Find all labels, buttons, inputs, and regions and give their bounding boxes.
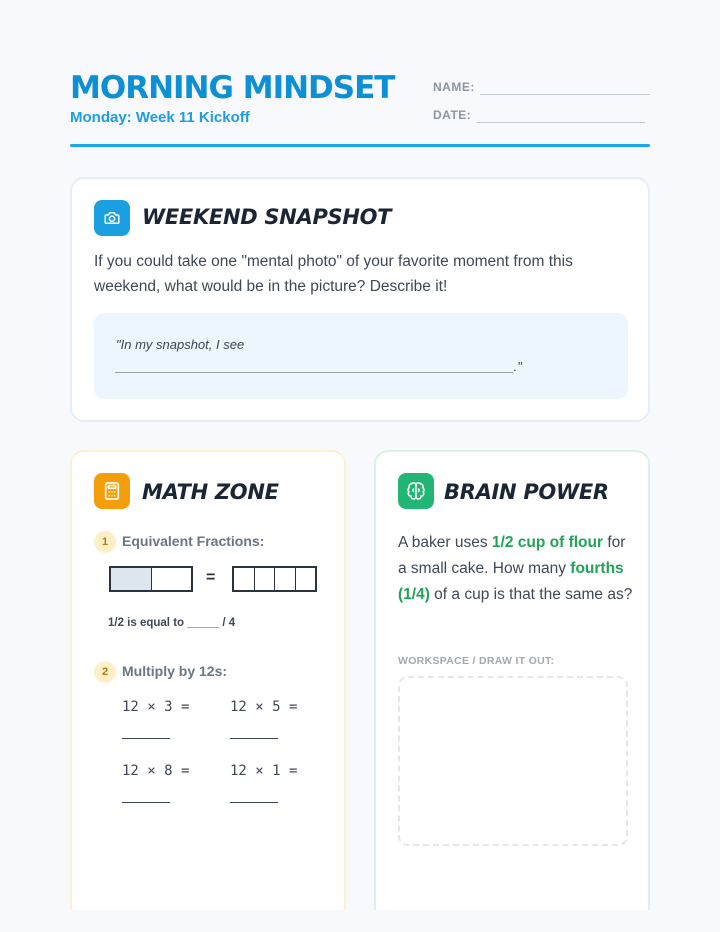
fraction-question: 1/2 is equal to _____ / 4 <box>108 617 236 629</box>
snapshot-response-box[interactable] <box>94 313 628 399</box>
fraction-cell[interactable] <box>275 568 296 590</box>
page-subtitle: Monday: Week 11 Kickoff <box>70 109 250 126</box>
brain-text-part: for a small cake. How many <box>398 534 626 577</box>
fraction-cell[interactable] <box>234 568 255 590</box>
fraction-halves <box>109 566 193 592</box>
snapshot-prompt: If you could take one "mental photo" of your favorite moment from this weekend, what would be in the picture? Describe it! <box>94 253 573 295</box>
camera-icon <box>94 200 130 236</box>
multiply-problem: 12 × 3 = <box>122 699 190 715</box>
question-1-badge: 1 <box>94 531 116 553</box>
header-divider <box>70 144 650 147</box>
fraction-cell[interactable] <box>255 568 276 590</box>
weekend-snapshot-card <box>70 177 650 422</box>
calculator-icon <box>94 473 130 509</box>
workspace-area[interactable] <box>398 676 628 846</box>
brain-text-part: of a cup is that the same as? <box>429 586 633 603</box>
snapshot-response-blank: _______________________________________________________." <box>116 359 522 374</box>
fraction-cell[interactable] <box>152 568 192 590</box>
date-label: DATE: <box>433 108 472 122</box>
name-label: NAME: <box>433 80 475 94</box>
snapshot-title: WEEKEND SNAPSHOT <box>142 205 392 229</box>
answer-blank[interactable] <box>122 738 170 739</box>
page-title: MORNING MINDSET <box>70 70 395 106</box>
fraction-cell[interactable] <box>111 568 152 590</box>
brain-icon <box>398 473 434 509</box>
fraction-fourths[interactable] <box>232 566 317 592</box>
brain-question <box>398 530 638 608</box>
answer-blank[interactable] <box>230 738 278 739</box>
multiply-problem: 12 × 5 = <box>230 699 298 715</box>
equals-sign: = <box>206 569 216 586</box>
date-field[interactable] <box>476 122 645 123</box>
math-title: MATH ZONE <box>142 480 279 504</box>
snapshot-response-start: "In my snapshot, I see <box>116 337 245 352</box>
math-zone-card <box>70 450 346 910</box>
name-field[interactable] <box>480 94 650 95</box>
answer-blank[interactable] <box>230 802 278 803</box>
question-2-label: Multiply by 12s: <box>122 663 228 679</box>
question-1-label: Equivalent Fractions: <box>122 533 265 549</box>
brain-title: BRAIN POWER <box>444 480 609 504</box>
answer-blank[interactable] <box>122 802 170 803</box>
workspace-label: WORKSPACE / DRAW IT OUT: <box>398 655 555 667</box>
fraction-cell[interactable] <box>296 568 316 590</box>
multiply-problem: 12 × 8 = <box>122 763 190 779</box>
multiply-problem: 12 × 1 = <box>230 763 298 779</box>
brain-highlight-fourths: fourths (1/4) <box>398 560 624 603</box>
brain-text-part: A baker uses <box>398 534 492 551</box>
brain-highlight-flour: 1/2 cup of flour <box>491 534 604 551</box>
question-2-badge: 2 <box>94 661 116 683</box>
brain-power-card <box>374 450 650 910</box>
